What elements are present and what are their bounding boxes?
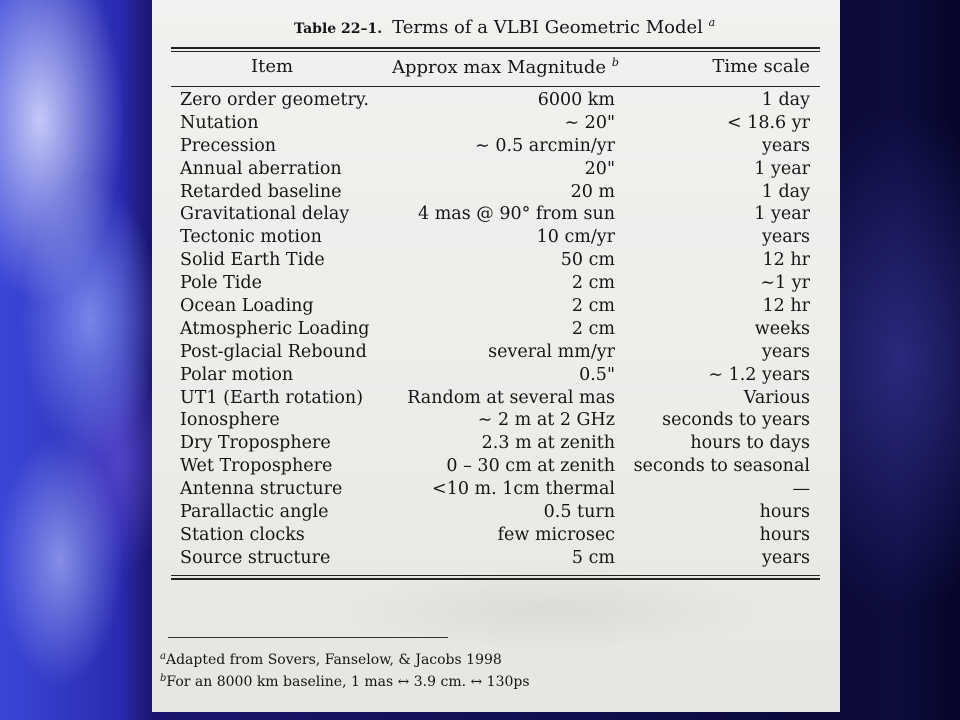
table-row — [180, 135, 810, 158]
cell-time-scale: years — [761, 227, 810, 248]
magnitude-footnote-mark: b — [611, 56, 619, 69]
cell-item: Antenna structure — [180, 479, 343, 500]
cell-time-scale: years — [761, 547, 810, 568]
cell-item: Ocean Loading — [180, 296, 314, 317]
cell-time-scale: 1 day — [761, 181, 810, 202]
footnote-rule — [168, 637, 448, 638]
cell-time-scale: years — [761, 341, 810, 362]
cell-item: Precession — [180, 135, 277, 156]
cell-time-scale: 1 day — [761, 90, 810, 110]
cell-item: Polar motion — [180, 364, 294, 385]
cell-magnitude: few microsec — [497, 524, 615, 545]
table-row — [180, 203, 810, 226]
cell-item: UT1 (Earth rotation) — [180, 387, 364, 408]
header-rule — [171, 86, 820, 87]
top-rule-thin — [171, 51, 820, 52]
cell-magnitude: 6000 km — [537, 90, 615, 110]
table-row — [180, 112, 810, 135]
cell-magnitude: 20 m — [570, 181, 615, 202]
cell-item: Ionosphere — [180, 410, 280, 431]
bottom-rule-thin — [171, 575, 820, 576]
bottom-rule — [171, 578, 820, 580]
footnote-b — [160, 673, 530, 690]
table-row — [180, 295, 810, 318]
table-row — [180, 478, 810, 501]
table-body — [180, 89, 810, 570]
cell-item: Dry Troposphere — [180, 433, 331, 454]
table-row — [180, 455, 810, 478]
cell-item: Zero order geometry. — [180, 90, 369, 110]
table-row — [180, 547, 810, 570]
cell-magnitude: 0.5 turn — [543, 502, 615, 523]
cell-magnitude: 4 mas @ 90° from sun — [418, 204, 615, 225]
cell-time-scale: hours — [759, 502, 810, 523]
cell-item: Annual aberration — [180, 158, 342, 179]
cell-magnitude: <10 m. 1cm thermal — [432, 479, 615, 500]
cell-time-scale: 1 year — [754, 158, 810, 179]
table-row — [180, 341, 810, 364]
cell-time-scale: hours — [759, 524, 810, 545]
cell-magnitude: 0 – 30 cm at zenith — [446, 456, 615, 477]
cell-item: Atmospheric Loading — [180, 318, 370, 339]
cell-item: Wet Troposphere — [180, 456, 333, 477]
cell-magnitude: 2 cm — [571, 296, 615, 317]
footnote-b-text: For an 8000 km baseline, 1 mas ↔ 3.9 cm. ↔ 130ps — [166, 674, 530, 690]
cell-magnitude: 5 cm — [571, 547, 615, 568]
table-row — [180, 249, 810, 272]
cell-magnitude: 0.5" — [579, 364, 615, 385]
title-footnote-mark: a — [708, 16, 716, 29]
table-row — [180, 409, 810, 432]
table-title: Terms of a VLBI Geometric Model — [392, 17, 703, 38]
table-row — [180, 318, 810, 341]
cell-item: Tectonic motion — [180, 227, 322, 248]
header-magnitude — [392, 56, 619, 78]
table-row — [180, 158, 810, 181]
cell-magnitude: 10 cm/yr — [536, 227, 615, 248]
footnote-a-mark: a — [160, 651, 166, 662]
table-row — [180, 524, 810, 547]
table-row — [180, 432, 810, 455]
header-item: Item — [251, 56, 294, 77]
table-row — [180, 272, 810, 295]
table-row — [180, 181, 810, 204]
cell-item: Station clocks — [180, 524, 305, 545]
cell-time-scale: — — [792, 479, 810, 500]
header-magnitude-label: Approx max Magnitude — [392, 57, 607, 78]
cell-magnitude: ∼ 2 m at 2 GHz — [477, 410, 615, 431]
cell-item: Gravitational delay — [180, 204, 350, 225]
cell-item: Solid Earth Tide — [180, 250, 325, 271]
table-page — [152, 0, 840, 712]
cell-magnitude: 2 cm — [571, 273, 615, 294]
cell-time-scale: 12 hr — [762, 296, 810, 317]
footnote-b-mark: b — [160, 673, 167, 684]
cell-magnitude: ∼ 0.5 arcmin/yr — [475, 135, 615, 156]
table-row — [180, 226, 810, 249]
cell-magnitude: several mm/yr — [488, 341, 615, 362]
cell-item: Post-glacial Rebound — [180, 341, 367, 362]
cell-magnitude: ∼ 20" — [564, 112, 615, 133]
cell-time-scale: < 18.6 yr — [726, 112, 810, 133]
cell-time-scale: 1 year — [754, 204, 810, 225]
cell-time-scale: seconds to seasonal — [633, 456, 810, 477]
header-time-scale: Time scale — [712, 56, 810, 77]
table-row — [180, 89, 810, 112]
footnote-a — [160, 651, 502, 668]
table-row — [180, 364, 810, 387]
cell-magnitude: Random at several mas — [407, 387, 615, 408]
cell-time-scale: weeks — [754, 318, 810, 339]
table-label: Table 22–1. — [294, 21, 383, 37]
cell-time-scale: ∼ 1.2 years — [708, 364, 810, 385]
top-rule — [171, 47, 820, 49]
cell-item: Pole Tide — [180, 273, 262, 294]
footnote-a-text: Adapted from Sovers, Fanselow, & Jacobs 1998 — [165, 652, 502, 668]
cell-time-scale: years — [761, 135, 810, 156]
table-caption — [294, 16, 715, 38]
cell-item: Nutation — [180, 112, 259, 133]
cell-time-scale: hours to days — [690, 433, 810, 454]
cell-item: Parallactic angle — [180, 502, 329, 523]
cell-magnitude: 2.3 m at zenith — [481, 433, 615, 454]
cell-magnitude: 2 cm — [571, 318, 615, 339]
table-row — [180, 387, 810, 410]
cell-time-scale: 12 hr — [762, 250, 810, 271]
cell-item: Retarded baseline — [180, 181, 342, 202]
cell-time-scale: seconds to years — [662, 410, 810, 431]
cell-time-scale: Various — [743, 387, 810, 408]
cell-time-scale: ∼1 yr — [760, 273, 810, 294]
cell-magnitude: 20" — [584, 158, 615, 179]
table-row — [180, 501, 810, 524]
cell-item: Source structure — [180, 547, 331, 568]
cell-magnitude: 50 cm — [560, 250, 615, 271]
